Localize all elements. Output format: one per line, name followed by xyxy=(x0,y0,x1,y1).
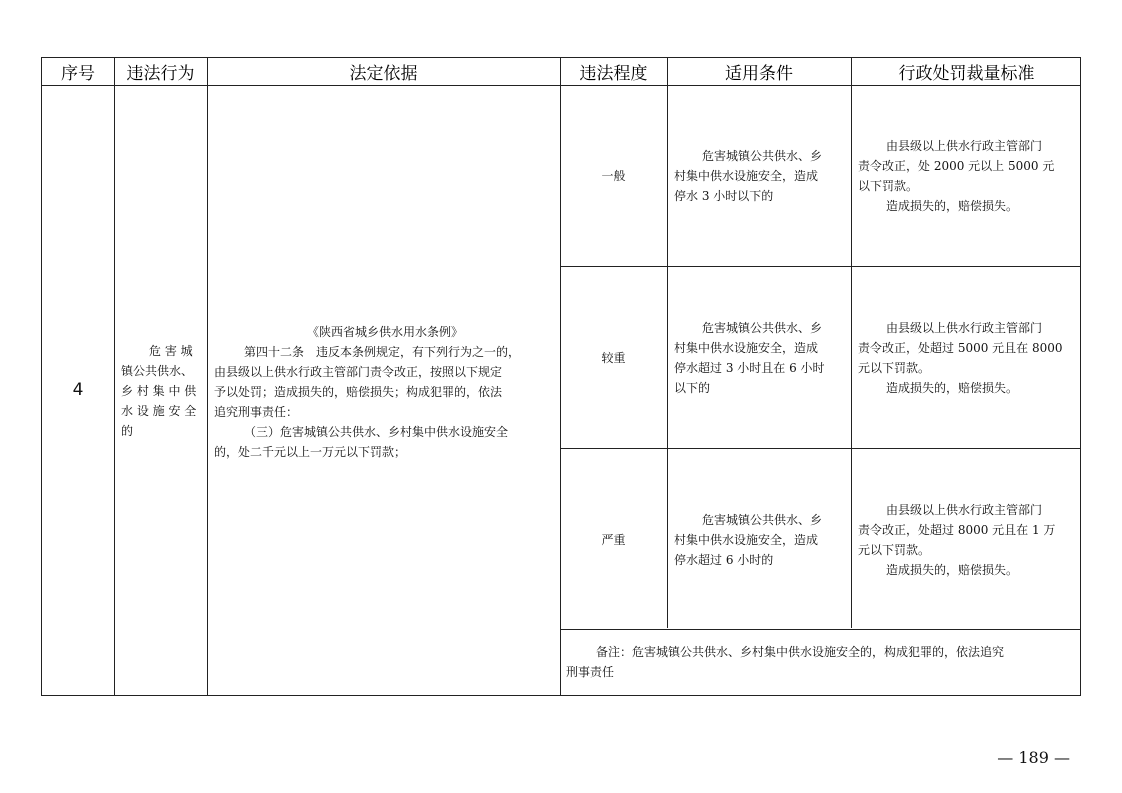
header-conditions: 适用条件 xyxy=(725,64,793,84)
standard-general xyxy=(858,136,1078,216)
text-line: 造成损失的，赔偿损失。 xyxy=(886,381,1019,395)
severity-severe: 严重 xyxy=(601,533,626,547)
text-line: 备注：危害城镇公共供水、乡村集中供水设施安全的，构成犯罪的，依法追究 xyxy=(596,645,1005,659)
severity-serious: 较重 xyxy=(601,351,626,365)
text-line: 责令改正，处超过 5000 元且在 8000 xyxy=(858,341,1063,355)
header-legal-basis: 法定依据 xyxy=(349,64,418,84)
text-line: 责令改正，处超过 8000 元且在 1 万 xyxy=(858,523,1056,537)
text-line: 村集中供水设施安全，造成 xyxy=(674,533,819,547)
text-line: 予以处罚；造成损失的，赔偿损失；构成犯罪的，依法 xyxy=(214,385,503,399)
text-line: 停水超过 3 小时且在 6 小时 xyxy=(674,361,825,375)
text-line: 停水 3 小时以下的 xyxy=(674,189,774,203)
col-divider xyxy=(851,58,852,628)
row-divider xyxy=(560,448,1080,449)
text-line: 由县级以上供水行政主管部门 xyxy=(886,321,1043,335)
text-line: 第四十二条 违反本条例规定，有下列行为之一的， xyxy=(244,345,521,359)
text-line: 由县级以上供水行政主管部门 xyxy=(886,503,1043,517)
col-divider xyxy=(207,58,208,695)
text-line: （三）危害城镇公共供水、乡村集中供水设施安全 xyxy=(244,425,509,439)
col-divider xyxy=(114,58,115,695)
violation-text xyxy=(121,341,203,441)
text-line: 追究刑事责任： xyxy=(214,405,299,419)
text-line: 刑事责任 xyxy=(566,665,615,679)
row-number: 4 xyxy=(72,380,84,400)
row-divider xyxy=(560,629,1080,630)
text-line: 水 设 施 安 全 xyxy=(121,404,197,418)
text-line: 危害城镇公共供水、乡 xyxy=(702,149,823,163)
text-line: 以下的 xyxy=(674,381,711,395)
text-line: 镇公共供水、 xyxy=(121,364,194,378)
regulation-title: 《陕西省城乡供水用水条例》 xyxy=(306,325,463,339)
text-line: 村集中供水设施安全，造成 xyxy=(674,169,819,183)
page-number: — 189 — xyxy=(997,748,1070,767)
standard-severe xyxy=(858,500,1078,580)
header-divider xyxy=(42,85,1080,86)
condition-serious xyxy=(674,318,846,398)
text-line: 造成损失的，赔偿损失。 xyxy=(886,563,1019,577)
text-line: 责令改正，处 2000 元以上 5000 元 xyxy=(858,159,1055,173)
note-text xyxy=(566,642,1078,682)
text-line: 造成损失的，赔偿损失。 xyxy=(886,199,1019,213)
col-divider xyxy=(560,58,561,695)
text-line: 停水超过 6 小时的 xyxy=(674,553,774,567)
header-severity: 违法程度 xyxy=(579,64,648,84)
header-violation: 违法行为 xyxy=(126,64,195,84)
penalty-table xyxy=(41,57,1081,696)
col-divider xyxy=(667,58,668,628)
text-line: 村集中供水设施安全，造成 xyxy=(674,341,819,355)
condition-severe xyxy=(674,510,846,570)
header-penalty-standard: 行政处罚裁量标准 xyxy=(898,64,1035,84)
text-line: 以下罚款。 xyxy=(858,179,919,193)
row-divider xyxy=(560,266,1080,267)
text-line: 危 害 城 xyxy=(149,344,193,358)
text-line: 元以下罚款。 xyxy=(858,361,931,375)
text-line: 由县级以上供水行政主管部门 xyxy=(886,139,1043,153)
severity-general: 一般 xyxy=(601,169,626,183)
condition-general xyxy=(674,146,846,206)
text-line: 危害城镇公共供水、乡 xyxy=(702,321,823,335)
standard-serious xyxy=(858,318,1078,398)
text-line: 危害城镇公共供水、乡 xyxy=(702,513,823,527)
text-line: 的 xyxy=(121,424,134,438)
text-line: 的，处二千元以上一万元以下罚款； xyxy=(214,445,407,459)
text-line: 乡 村 集 中 供 xyxy=(121,384,197,398)
text-line: 元以下罚款。 xyxy=(858,543,931,557)
legal-basis-text xyxy=(214,322,556,462)
header-number: 序号 xyxy=(61,64,95,84)
text-line: 由县级以上供水行政主管部门责令改正，按照以下规定 xyxy=(214,365,503,379)
